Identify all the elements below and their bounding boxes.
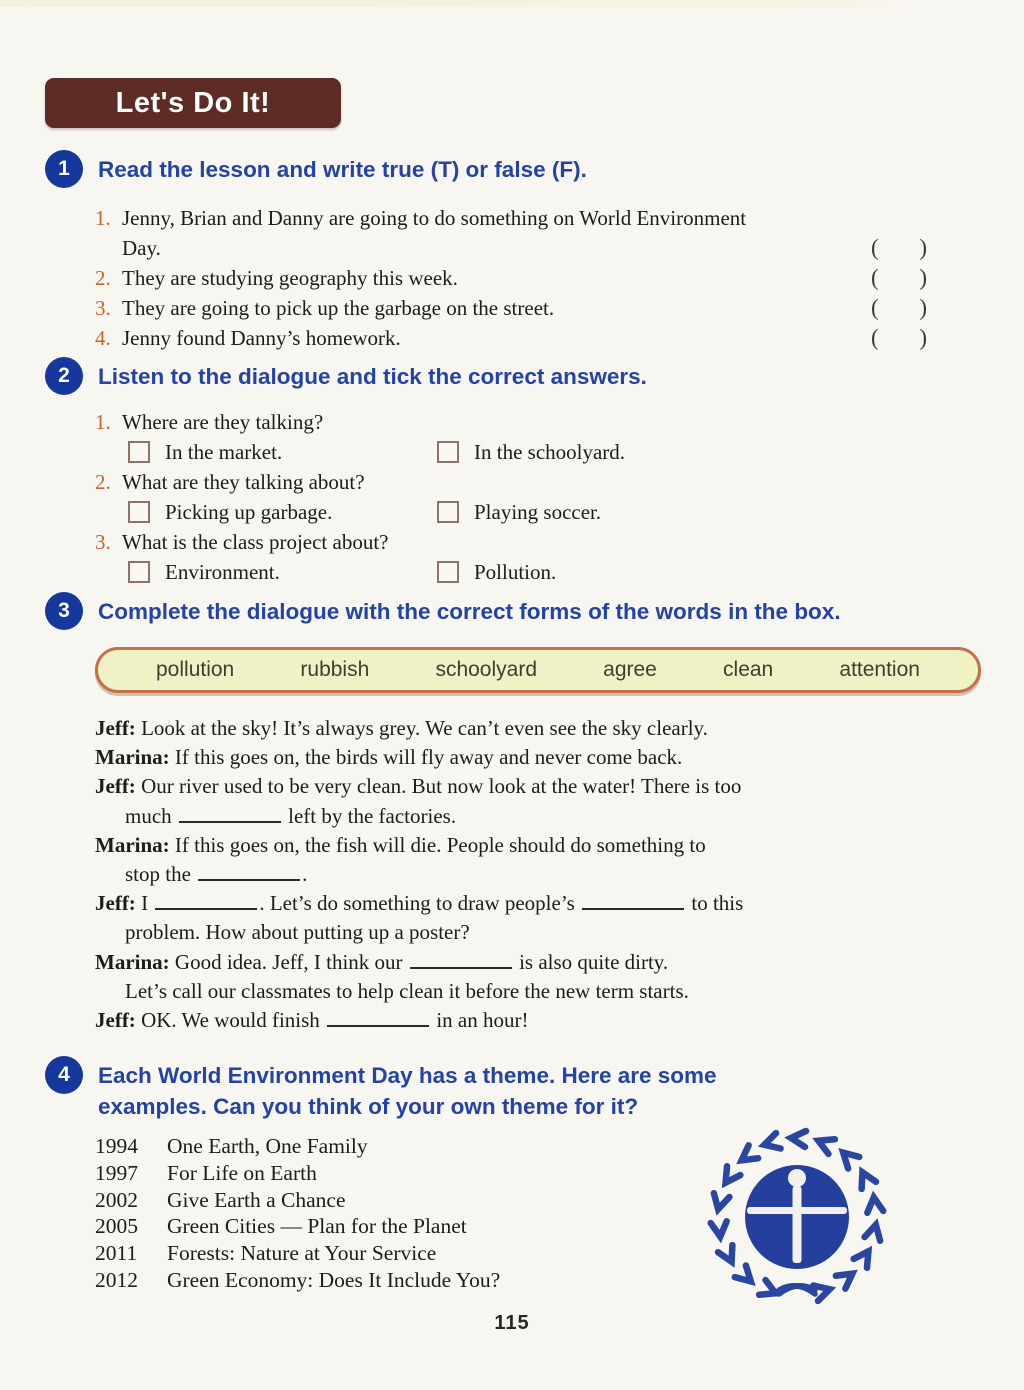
exercise2-header — [45, 357, 995, 395]
dialogue-text: Look at the sky! It’s always grey. We can’t even see the sky clearly. — [141, 716, 708, 740]
speaker-name: Jeff: — [95, 774, 136, 799]
theme-text: Give Earth a Chance — [167, 1187, 346, 1212]
exercise3-title: Complete the dialogue with the correct forms of the words in the box. — [98, 599, 841, 624]
theme-year: 1997 — [95, 1160, 138, 1185]
answer-parens[interactable] — [871, 293, 927, 323]
option-label: In the market. — [165, 440, 283, 464]
dialogue-line — [95, 743, 965, 772]
word-box-word: attention — [839, 658, 920, 681]
page-edge-artifact — [0, 0, 940, 7]
exercise4-title-line2: examples. Can you think of your own theme for it? — [98, 1094, 639, 1119]
answer-parens[interactable] — [871, 323, 927, 353]
dialogue-text: Good idea. Jeff, I think our — [174, 949, 403, 974]
dialogue-line — [95, 977, 965, 1006]
checkbox[interactable] — [128, 501, 150, 523]
option — [437, 557, 556, 587]
theme-year: 1994 — [95, 1134, 138, 1158]
exercise4-title-line1: Each World Environment Day has a theme. Here are some — [98, 1063, 717, 1088]
paren-close: ) — [919, 295, 927, 320]
question-number: 3. — [95, 530, 111, 554]
dialogue — [95, 714, 965, 1035]
dialogue-text: to this — [691, 891, 744, 916]
item-number: 1. — [95, 206, 111, 230]
dialogue-line — [95, 772, 965, 801]
word-box — [95, 647, 981, 693]
exercise1-items — [95, 203, 935, 353]
checkbox[interactable] — [128, 441, 150, 463]
speaker-name: Jeff: — [95, 891, 136, 916]
theme-row — [95, 1133, 500, 1160]
page-number: 115 — [494, 1312, 530, 1334]
option-label: Pollution. — [474, 560, 557, 584]
option-label: Picking up garbage. — [165, 500, 333, 524]
fill-in-blank[interactable] — [155, 893, 257, 910]
true-false-item — [95, 323, 935, 353]
dialogue-line — [95, 1006, 965, 1035]
exercise3-header — [45, 592, 995, 630]
item-number: 3. — [95, 296, 111, 320]
question-text: Where are they talking? — [122, 410, 324, 434]
true-false-item — [95, 263, 935, 293]
dialogue-text: . Let’s do something to draw people’s — [259, 891, 575, 916]
theme-year: 2011 — [95, 1241, 138, 1266]
item-text: Jenny found Danny’s homework. — [122, 326, 401, 350]
theme-row — [95, 1187, 500, 1214]
answer-parens[interactable] — [871, 233, 927, 263]
theme-text: Green Economy: Does It Include You? — [167, 1267, 501, 1292]
dialogue-text: problem. How about putting up a poster? — [125, 920, 470, 945]
dialogue-line — [95, 948, 965, 977]
item-text: They are studying geography this week. — [122, 266, 458, 290]
option — [437, 437, 625, 467]
paren-close: ) — [919, 325, 927, 350]
dialogue-text: If this goes on, the birds will fly away and never come back. — [174, 745, 683, 770]
dialogue-text: left by the factories. — [288, 803, 457, 828]
exercise1-number-badge: 1 — [45, 150, 83, 188]
fill-in-blank[interactable] — [582, 893, 684, 910]
exercise3-number-badge: 3 — [45, 592, 83, 630]
options-row — [128, 557, 965, 587]
word-box-word: clean — [723, 658, 774, 681]
answer-parens[interactable] — [871, 263, 927, 293]
unep-logo-svg — [697, 1122, 897, 1312]
option-label: Environment. — [165, 560, 280, 584]
theme-row — [95, 1240, 500, 1267]
theme-row — [95, 1160, 500, 1187]
word-box-word: agree — [603, 658, 657, 681]
true-false-item — [95, 203, 935, 263]
dialogue-text: is also quite dirty. — [519, 949, 669, 974]
item-number: 2. — [95, 266, 111, 290]
paren-open: ( — [871, 235, 879, 260]
dialogue-line — [95, 860, 965, 889]
speaker-name: Marina: — [95, 745, 170, 770]
theme-year: 2002 — [95, 1187, 138, 1212]
theme-year: 2005 — [95, 1214, 138, 1239]
options-row — [128, 437, 965, 467]
question — [95, 467, 965, 497]
theme-text: For Life on Earth — [167, 1160, 317, 1185]
question-number: 1. — [95, 410, 111, 434]
checkbox[interactable] — [128, 561, 150, 583]
exercise1-header — [45, 150, 995, 188]
item-text: Jenny, Brian and Danny are going to do something on World Environment — [122, 206, 747, 230]
word-box-word: rubbish — [300, 658, 370, 681]
dialogue-text: Let’s call our classmates to help clean it before the new term starts. — [125, 978, 689, 1003]
theme-text: Green Cities — Plan for the Planet — [167, 1214, 467, 1239]
unep-world-environment-logo-icon — [697, 1122, 897, 1312]
option — [437, 497, 601, 527]
paren-close: ) — [919, 265, 927, 290]
dialogue-text: in an hour! — [436, 1008, 529, 1033]
dialogue-line — [95, 802, 965, 831]
option — [128, 557, 437, 587]
true-false-item — [95, 293, 935, 323]
theme-row — [95, 1267, 500, 1294]
question-text: What is the class project about? — [122, 530, 389, 554]
item-text: They are going to pick up the garbage on the street. — [122, 296, 555, 320]
fill-in-blank[interactable] — [198, 864, 300, 881]
question — [95, 527, 965, 557]
theme-text: One Earth, One Family — [167, 1134, 368, 1158]
word-box-word: schoolyard — [435, 658, 537, 681]
speaker-name: Marina: — [95, 949, 170, 974]
exercise4-header — [45, 1056, 995, 1122]
speaker-name: Jeff: — [95, 1008, 136, 1033]
item-number: 4. — [95, 326, 111, 350]
question-text: What are they talking about? — [122, 470, 365, 494]
dialogue-text: stop the — [125, 862, 191, 887]
theme-year: 2012 — [95, 1267, 138, 1292]
options-row — [128, 497, 965, 527]
speaker-name: Marina: — [95, 832, 170, 857]
option — [128, 497, 437, 527]
dialogue-text: much — [125, 803, 172, 828]
dialogue-line — [95, 831, 965, 860]
dialogue-line — [95, 714, 965, 743]
word-box-word: pollution — [156, 658, 235, 681]
item-text-wrap: Day. — [122, 236, 161, 260]
exercise1-title: Read the lesson and write true (T) or false (F). — [98, 157, 587, 182]
speaker-name: Jeff: — [95, 716, 136, 740]
paren-open: ( — [871, 295, 879, 320]
exercise4-number-badge: 4 — [45, 1056, 83, 1094]
option-label: Playing soccer. — [474, 500, 602, 524]
theme-text: Forests: Nature at Your Service — [167, 1241, 437, 1266]
exercise2-questions — [95, 407, 965, 587]
theme-row — [95, 1213, 500, 1240]
checkbox[interactable] — [437, 441, 459, 463]
exercise2-title: Listen to the dialogue and tick the correct answers. — [98, 364, 647, 389]
dialogue-text: I — [141, 891, 149, 916]
dialogue-text: Our river used to be very clean. But now look at the water! There is too — [141, 774, 742, 799]
question — [95, 407, 965, 437]
exercise4-title — [98, 1056, 717, 1122]
fill-in-blank[interactable] — [179, 806, 281, 823]
question-number: 2. — [95, 470, 111, 494]
fill-in-blank[interactable] — [410, 952, 512, 969]
exercise2-number-badge: 2 — [45, 357, 83, 395]
dialogue-text: . — [302, 862, 308, 887]
paren-open: ( — [871, 325, 879, 350]
checkbox[interactable] — [437, 561, 459, 583]
dialogue-line — [95, 918, 965, 947]
dialogue-text: OK. We would finish — [141, 1008, 320, 1033]
option-label: In the schoolyard. — [474, 440, 626, 464]
dialogue-text: If this goes on, the fish will die. People should do something to — [174, 832, 706, 857]
lets-do-it-banner: Let's Do It! — [45, 78, 341, 128]
option — [128, 437, 437, 467]
checkbox[interactable] — [437, 501, 459, 523]
theme-list — [95, 1133, 500, 1294]
paren-close: ) — [919, 235, 927, 260]
dialogue-line — [95, 889, 965, 918]
paren-open: ( — [871, 265, 879, 290]
fill-in-blank[interactable] — [327, 1010, 429, 1027]
